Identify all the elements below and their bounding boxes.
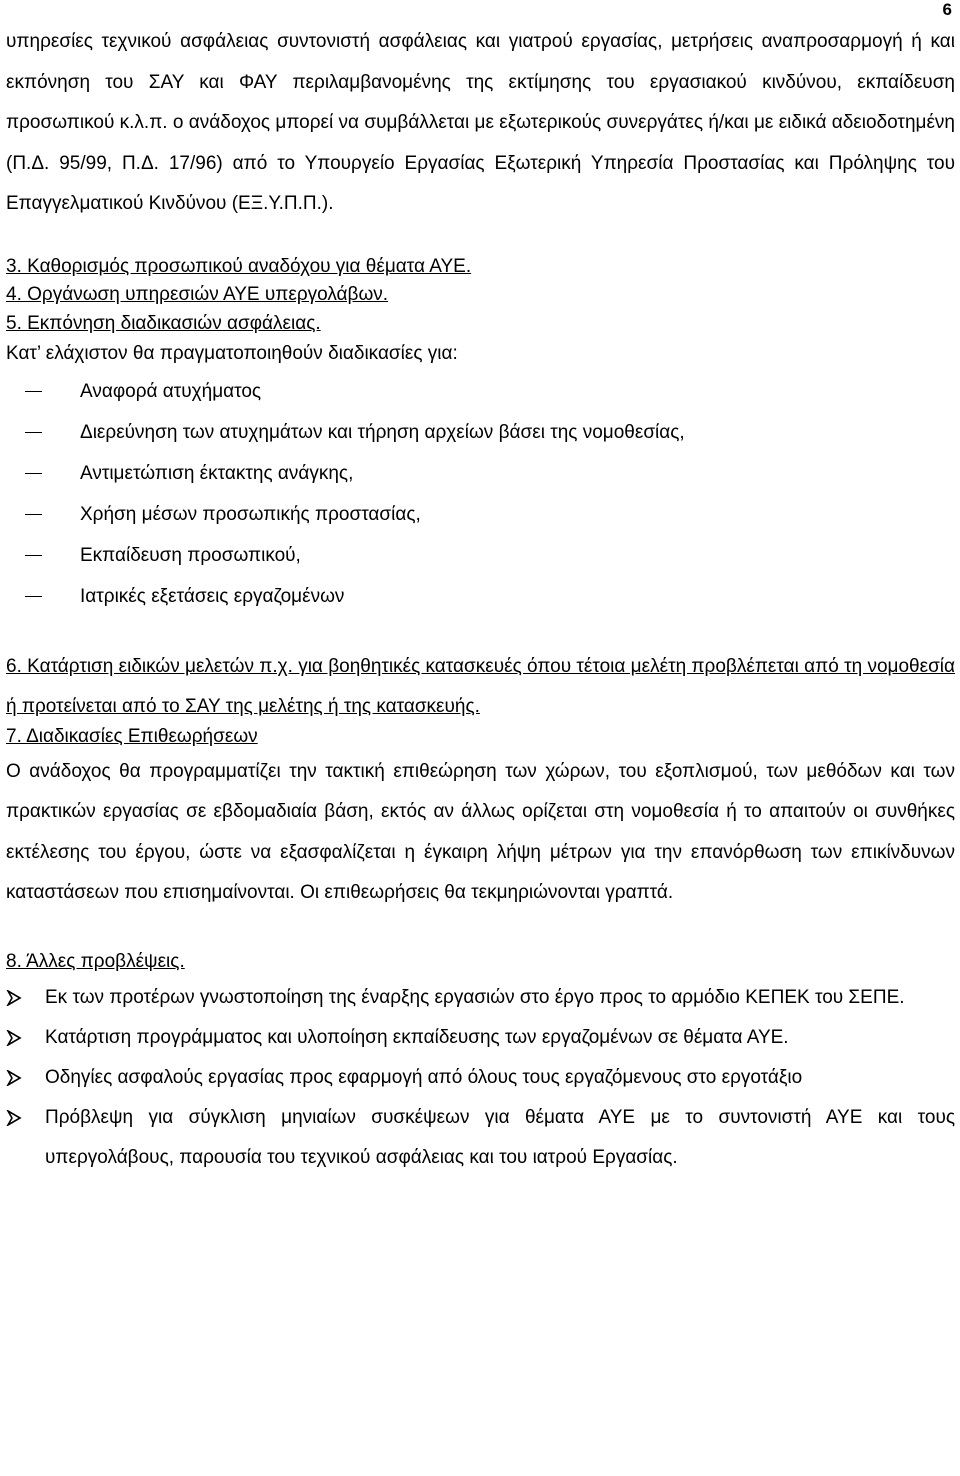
list-item: Αναφορά ατυχήματος bbox=[6, 371, 955, 412]
arrow-bullet-icon bbox=[6, 1030, 22, 1046]
list-item: Εκ των προτέρων γνωστοποίηση της έναρξης εργασιών στο έργο προς το αρμόδιο ΚΕΠΕΚ του ΣΕΠΕ. bbox=[6, 978, 955, 1018]
section-7-heading: 7. Διαδικασίες Επιθεωρήσεων bbox=[6, 726, 258, 747]
list-item: Αντιμετώπιση έκτακτης ανάγκης, bbox=[6, 453, 955, 494]
list-item: Εκπαίδευση προσωπικού, bbox=[6, 535, 955, 576]
other-provisions-list bbox=[6, 978, 955, 1178]
procedures-list bbox=[6, 371, 955, 617]
dash-icon bbox=[25, 432, 42, 433]
procedures-intro: Κατ’ ελάχιστον θα πραγματοποιηθούν διαδικασίες για: bbox=[6, 343, 458, 364]
dash-icon bbox=[25, 596, 42, 597]
section-8-heading: 8. Άλλες προβλέψεις. bbox=[6, 950, 185, 972]
arrow-bullet-icon bbox=[6, 990, 22, 1006]
section-3-heading: 3. Καθορισμός προσωπικού αναδόχου για θέματα ΑΥΕ. bbox=[6, 255, 472, 277]
dash-icon bbox=[25, 555, 42, 556]
page-number: 6 bbox=[942, 0, 952, 19]
dash-icon bbox=[25, 473, 42, 474]
intro-paragraph: υπηρεσίες τεχνικού ασφάλειας συντονιστή ασφάλειας και γιατρού εργασίας, μετρήσεις αναπροσαρμογή ή και εκπόνηση του ΣΑΥ και ΦΑΥ περιλαμβανομένης της εκτίμησης του εργασιακού κινδύνου, εκπαίδευση προσωπικού κ.λ.π. ο ανάδοχος μπορεί να συμβάλλεται με εξωτερικούς συνεργάτες ή/και με ειδικά αδειοδοτημένη (Π.Δ. 95/99, Π.Δ. 17/96) από το Υπουργείο Εργασίας Εξωτερική Υπηρεσία Προστασίας και Πρόληψης του Επαγγελματικού Κινδύνου (ΕΞ.Υ.Π.Π.). bbox=[6, 31, 955, 214]
document-body bbox=[6, 31, 955, 1178]
list-item: Πρόβλεψη για σύγκλιση μηνιαίων συσκέψεων για θέματα ΑΥΕ με το συντονιστή ΑΥΕ και τους υπεργολάβους, παρουσία του τεχνικού ασφάλειας και του ιατρού Εργασίας. bbox=[6, 1098, 955, 1178]
list-item: Διερεύνηση των ατυχημάτων και τήρηση αρχείων βάσει της νομοθεσίας, bbox=[6, 412, 955, 453]
arrow-bullet-icon bbox=[6, 1110, 22, 1126]
list-item: Οδηγίες ασφαλούς εργασίας προς εφαρμογή από όλους τους εργαζόμενους στο εργοτάξιο bbox=[6, 1058, 955, 1098]
list-item: Κατάρτιση προγράμματος και υλοποίηση εκπαίδευσης των εργαζομένων σε θέματα ΑΥΕ. bbox=[6, 1018, 955, 1058]
section-6-heading: 6. Κατάρτιση ειδικών μελετών π.χ. για βοηθητικές κατασκευές όπου τέτοια μελέτη προβλέπεται από τη νομοθεσία ή προτείνεται από το ΣΑΥ της μελέτης ή της κατασκευής. bbox=[6, 656, 955, 717]
arrow-bullet-icon bbox=[6, 1070, 22, 1086]
section-5-heading: 5. Εκπόνηση διαδικασιών ασφάλειας. bbox=[6, 312, 321, 334]
list-item: Ιατρικές εξετάσεις εργαζομένων bbox=[6, 576, 955, 617]
inspections-paragraph: Ο ανάδοχος θα προγραμματίζει την τακτική επιθεώρηση των χώρων, του εξοπλισμού, των μεθόδων και των πρακτικών εργασίας σε εβδομαδιαία βάση, εκτός αν άλλως ορίζεται στη νομοθεσία ή το απαιτούν οι συνθήκες εκτέλεσης του έργου, ώστε να εξασφαλίζεται η έγκαιρη λήψη μέτρων για την επανόρθωση των επικίνδυνων καταστάσεων που επισημαίνονται. Οι επιθεωρήσεις θα τεκμηριώνονται γραπτά. bbox=[6, 760, 955, 903]
section-4-heading: 4. Οργάνωση υπηρεσιών ΑΥΕ υπεργολάβων. bbox=[6, 284, 389, 305]
list-item: Χρήση μέσων προσωπικής προστασίας, bbox=[6, 494, 955, 535]
dash-icon bbox=[25, 391, 42, 392]
dash-icon bbox=[25, 514, 42, 515]
